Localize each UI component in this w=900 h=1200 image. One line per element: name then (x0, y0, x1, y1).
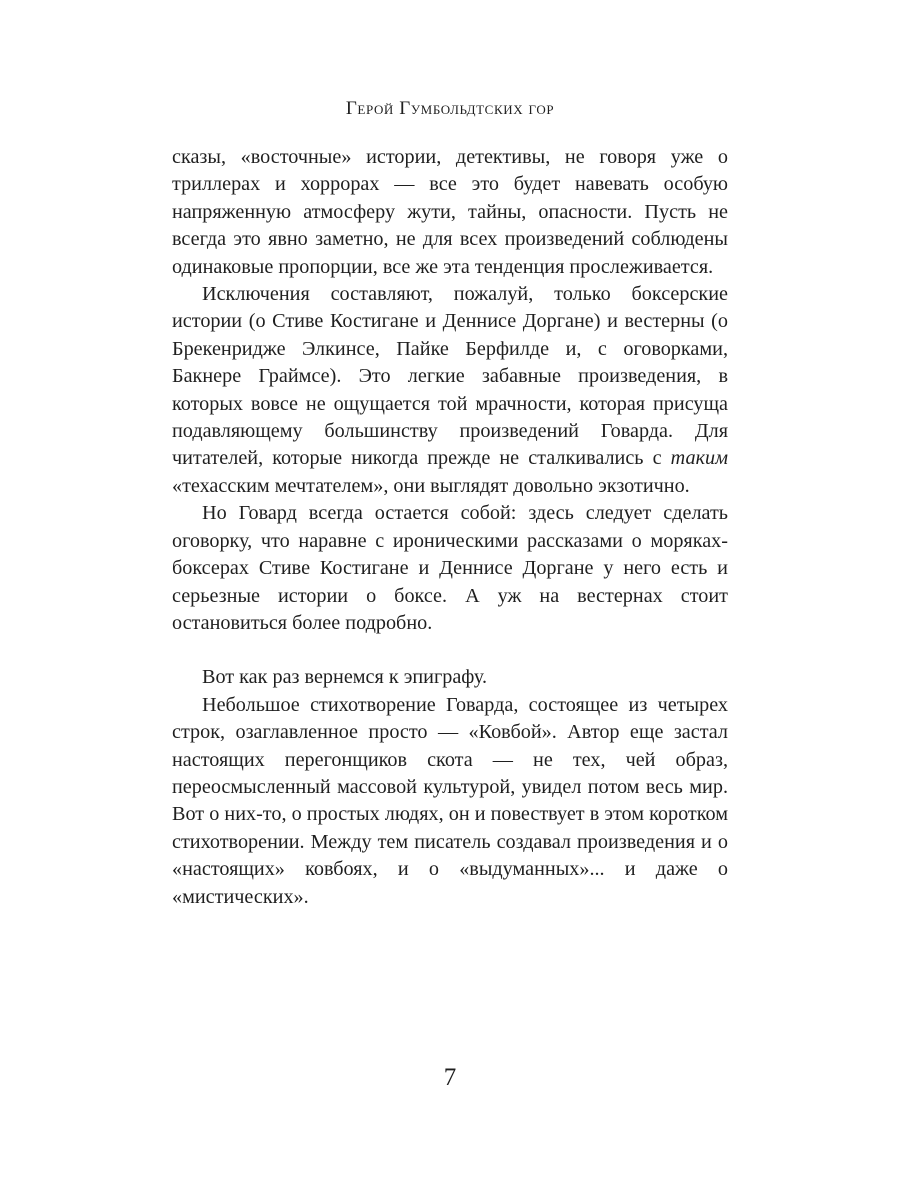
paragraph-5: Небольшое стихотворение Говарда, состоящее из четырех строк, озаглавленное просто — «Ковбой». Автор еще застал настоящих перегонщиков скота — не тех, чей образ, переосмысленный массовой культурой, увидел потом весь мир. Вот о них-то, о простых людях, он и повествует в этом коротком стихотворении. Между тем писатель создавал произведения и о «настоящих» ковбоях, и о «выдуманных»... и даже о «мистических». (172, 693, 728, 908)
paragraph-2 (172, 281, 728, 500)
page-number: 7 (443, 1064, 457, 1091)
body-text (172, 144, 728, 911)
emphasis-word: таким (670, 447, 729, 470)
paragraph-1: сказы, «восточные» истории, детективы, не говоря уже о триллерах и хоррорах — все это будет навевать особую напряженную атмосферу жути, тайны, опасности. Пусть не всегда это явно заметно, не для всех произведений соблюдены одинаковые пропорции, все же эта тенденция прослеживается. (172, 146, 728, 278)
paragraph-2-tail: «техасским мечтателем», они выглядят довольно экзотично. (172, 474, 690, 497)
section-break (172, 637, 728, 664)
paragraph-3: Но Говард всегда остается собой: здесь следует сделать оговорку, что наравне с ироническими рассказами о моряках-боксерах Стиве Костигане и Деннисе Доргане у него есть и серьезные истории о боксе. А уж на вестернах стоит остановиться более подробно. (172, 502, 728, 634)
running-title: Герой Гумбольдтских гор (345, 98, 555, 119)
paragraph-2-main: Исключения составляют, пожалуй, только боксерские истории (о Стиве Костигане и Деннисе Доргане) и вестерны (о Брекенридже Элкинсе, Пайке Берфилде и, с оговорками, Бакнере Граймсе). Это легкие забавные произведения, в которых вовсе не ощущается той мрачности, которая присуща подавляющему большинству произведений Говарда. Для читателей, которые никогда прежде не сталкивались с (172, 283, 728, 470)
paragraph-4: Вот как раз вернемся к эпиграфу. (202, 666, 488, 689)
